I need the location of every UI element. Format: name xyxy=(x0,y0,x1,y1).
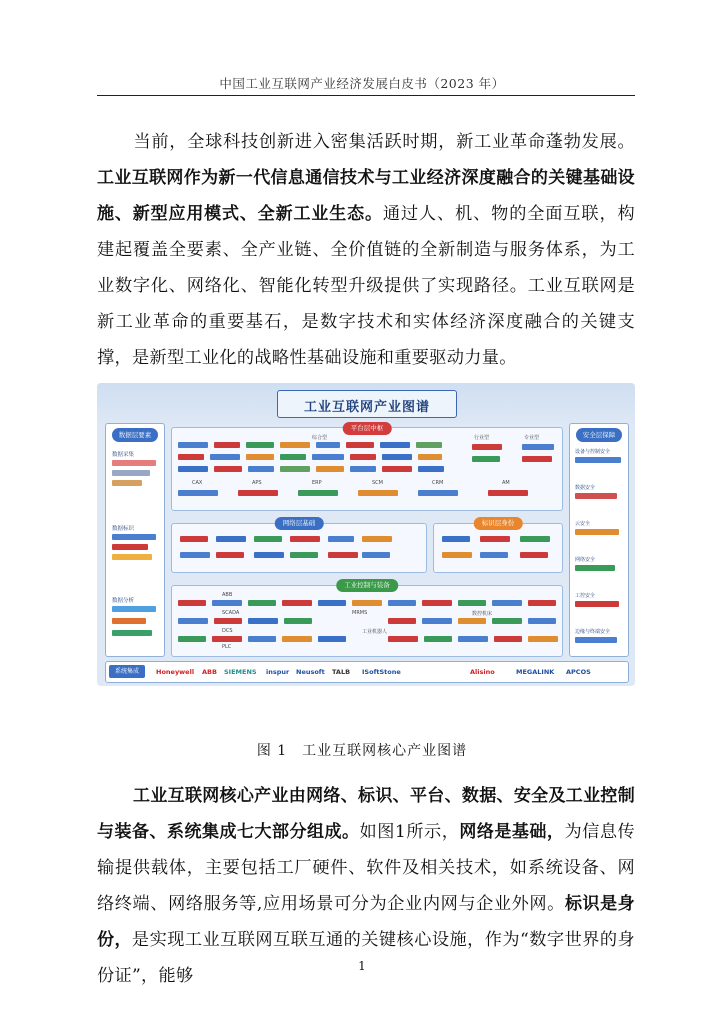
company-logo xyxy=(112,630,152,636)
company-logo xyxy=(418,490,458,496)
company-logo xyxy=(492,600,522,606)
company-logo xyxy=(254,552,284,558)
company-logo xyxy=(458,618,486,624)
company-logo: SIEMENS xyxy=(224,668,257,676)
header-rule xyxy=(97,95,635,96)
figure-title: 工业互联网产业图谱 xyxy=(303,400,430,415)
platform-section xyxy=(171,424,563,511)
company-logo xyxy=(418,466,444,472)
company-logo xyxy=(246,442,274,448)
company-logo: ISoftStone xyxy=(362,668,401,676)
company-logo: Honeywell xyxy=(156,668,195,676)
company-logo xyxy=(280,454,306,460)
company-logo xyxy=(328,536,354,542)
company-logo xyxy=(248,618,278,624)
company-logo xyxy=(112,606,156,612)
company-logo xyxy=(520,536,550,542)
company-logo xyxy=(254,536,282,542)
running-header: 中国工业互联网产业经济发展白皮书（2023 年） xyxy=(219,76,505,91)
equipment-sub-label: SCADA xyxy=(222,610,240,616)
company-logo xyxy=(210,454,240,460)
company-logo xyxy=(112,460,156,466)
company-logo xyxy=(575,493,617,499)
company-logo xyxy=(520,552,548,558)
company-logo xyxy=(424,636,452,642)
security-group-label: 网络安全 xyxy=(575,557,596,563)
company-logo xyxy=(212,636,242,642)
company-logo xyxy=(248,466,274,472)
company-logo: Neusoft xyxy=(296,668,325,676)
company-logo: ABB xyxy=(202,668,217,676)
system-integration-label: 系统集成 xyxy=(109,665,145,678)
company-logo xyxy=(388,636,418,642)
equipment-sub-label: MRMS xyxy=(352,610,368,616)
identifier-section-title: 标识层身份 xyxy=(474,517,523,530)
company-logo xyxy=(112,554,152,560)
data-layer-title: 数据层要素 xyxy=(112,428,158,442)
data-group-label: 数据分析 xyxy=(112,598,135,604)
equipment-sub-label: ABB xyxy=(222,592,233,598)
company-logo xyxy=(492,618,522,624)
identifier-section xyxy=(433,519,563,573)
company-logo xyxy=(214,442,240,448)
company-logo xyxy=(358,490,398,496)
company-logo xyxy=(112,470,150,476)
paragraph-intro-rest: 通过人、机、物的全面互联，构建起覆盖全要素、全产业链、全价值链的全新制造与服务体系，为工业数字化、网络化、智能化转型升级提供了实现路径。工业互联网是新工业革命的重要基石，是数字技术和实体经济深度融合的关键支撑，是新型工业化的战略性基础设施和重要驱动力量。 xyxy=(97,204,635,368)
equipment-section xyxy=(171,581,563,657)
system-integration-bar xyxy=(105,661,629,683)
company-logo xyxy=(575,637,617,643)
platform-section-title: 平台层中枢 xyxy=(343,422,392,435)
page-number: 1 xyxy=(358,959,366,973)
company-logo xyxy=(178,490,218,496)
security-layer-column xyxy=(569,423,629,657)
company-logo xyxy=(575,457,621,463)
company-logo xyxy=(280,442,310,448)
company-logo xyxy=(494,636,522,642)
company-logo xyxy=(575,565,615,571)
company-logo xyxy=(388,618,416,624)
company-logo xyxy=(178,636,206,642)
security-group-label: 工控安全 xyxy=(575,593,596,599)
security-group-label: 边缘与终端安全 xyxy=(575,629,611,635)
company-logo xyxy=(282,636,312,642)
security-group-label: 云安全 xyxy=(575,521,591,527)
company-logo xyxy=(442,536,470,542)
platform-sub-label: 专业型 xyxy=(524,435,540,441)
company-logo xyxy=(388,600,416,606)
company-logo xyxy=(528,636,558,642)
company-logo xyxy=(472,444,502,450)
figure-caption: 图 1 工业互联网核心产业图谱 xyxy=(256,743,468,759)
company-logo xyxy=(178,618,208,624)
company-logo: inspur xyxy=(266,668,290,676)
company-logo xyxy=(575,601,619,607)
company-logo xyxy=(178,600,206,606)
company-logo xyxy=(480,536,510,542)
equipment-sub-label: 数控机床 xyxy=(472,611,493,617)
company-logo xyxy=(248,600,276,606)
company-logo xyxy=(290,552,318,558)
equipment-sub-label: DCS xyxy=(222,628,233,634)
company-logo xyxy=(362,552,390,558)
equipment-section-title: 工业控制与装备 xyxy=(336,579,398,592)
data-layer-column xyxy=(105,423,165,657)
company-logo xyxy=(280,466,310,472)
company-logo xyxy=(350,454,376,460)
company-logo xyxy=(416,442,442,448)
platform-sub-label: SCM xyxy=(372,480,383,486)
company-logo xyxy=(248,636,276,642)
paragraph-intro-bold: 工业互联网作为新一代信息通信技术与工业经济深度融合的关键基础设施、新型应用模式、全新工业生态。 xyxy=(97,168,635,224)
industry-map-figure xyxy=(97,383,635,686)
company-logo xyxy=(290,536,320,542)
company-logo xyxy=(178,442,208,448)
company-logo: APCOS xyxy=(566,668,591,676)
company-logo xyxy=(312,454,344,460)
security-group-label: 数据安全 xyxy=(575,485,596,491)
company-logo xyxy=(284,618,312,624)
company-logo xyxy=(214,466,242,472)
company-logo xyxy=(112,534,156,540)
company-logo xyxy=(528,618,556,624)
company-logo xyxy=(575,529,619,535)
company-logo xyxy=(480,552,508,558)
company-logo xyxy=(346,442,374,448)
company-logo xyxy=(316,442,340,448)
company-logo xyxy=(328,552,358,558)
paragraph-core-bold-1: 工业互联网核心产业由网络、标识、平台、数据、安全及工业控制与装备、系统集成七大部分组成。 xyxy=(97,786,635,842)
company-logo xyxy=(422,618,452,624)
platform-sub-label: CAX xyxy=(192,480,203,486)
company-logo xyxy=(238,490,278,496)
company-logo xyxy=(216,552,244,558)
company-logo: Alisino xyxy=(470,668,495,676)
company-logo: MEGALINK xyxy=(516,668,555,676)
company-logo xyxy=(180,536,208,542)
paragraph-core-bold-2: 网络是基础， xyxy=(459,822,565,842)
company-logo xyxy=(362,536,392,542)
equipment-sub-label: 工业机器人 xyxy=(362,629,388,635)
platform-sub-label: ERP xyxy=(312,480,322,486)
company-logo xyxy=(216,536,246,542)
company-logo xyxy=(112,544,148,550)
company-logo xyxy=(522,456,552,462)
company-logo xyxy=(418,454,442,460)
company-logo xyxy=(352,600,382,606)
company-logo xyxy=(318,600,346,606)
company-logo xyxy=(422,600,452,606)
platform-sub-label: 行业型 xyxy=(474,435,490,441)
company-logo xyxy=(178,454,204,460)
paragraph-intro-lead: 当前，全球科技创新进入密集活跃时期，新工业革命蓬勃发展。 xyxy=(133,132,635,152)
company-logo xyxy=(350,466,376,472)
company-logo xyxy=(472,456,500,462)
company-logo xyxy=(522,444,554,450)
company-logo xyxy=(382,454,412,460)
paragraph-core-text-1: 如图1所示， xyxy=(359,822,460,842)
company-logo xyxy=(458,600,486,606)
company-logo xyxy=(318,636,346,642)
company-logo xyxy=(112,618,146,624)
company-logo xyxy=(246,454,274,460)
platform-sub-label: APS xyxy=(252,480,262,486)
company-logo xyxy=(298,490,338,496)
equipment-sub-label: PLC xyxy=(222,644,232,650)
data-group-label: 数据采集 xyxy=(112,452,135,458)
company-logo: TALB xyxy=(332,668,351,676)
company-logo xyxy=(214,618,242,624)
paragraph-intro xyxy=(97,124,635,376)
company-logo xyxy=(178,466,208,472)
company-logo xyxy=(458,636,488,642)
company-logo xyxy=(180,552,210,558)
company-logo xyxy=(380,442,410,448)
company-logo xyxy=(212,600,242,606)
network-section xyxy=(171,519,427,573)
company-logo xyxy=(488,490,528,496)
company-logo xyxy=(382,466,412,472)
company-logo xyxy=(528,600,556,606)
company-logo xyxy=(112,480,142,486)
platform-sub-label: CRM xyxy=(432,480,444,486)
company-logo xyxy=(442,552,472,558)
company-logo xyxy=(282,600,312,606)
platform-sub-label: 综合型 xyxy=(312,435,328,441)
data-group-label: 数据标识 xyxy=(112,526,135,532)
platform-sub-label: AM xyxy=(502,480,510,486)
company-logo xyxy=(316,466,344,472)
paragraph-core-text-3: 是实现工业互联网互联互通的关键核心设施，作为“数字世界的身份证”，能够 xyxy=(97,930,635,986)
paragraph-core-text-2: 为信息传输提供载体，主要包括工厂硬件、软件及相关技术，如系统设备、网络终端、网络服务等,应用场景可分为企业内网与企业外网。 xyxy=(97,822,635,914)
paragraph-core-bold-3: 标识是身份， xyxy=(97,894,635,950)
security-layer-title: 安全层保障 xyxy=(576,428,622,442)
security-group-label: 设备与控制安全 xyxy=(575,449,611,455)
network-section-title: 网络层基础 xyxy=(275,517,324,530)
